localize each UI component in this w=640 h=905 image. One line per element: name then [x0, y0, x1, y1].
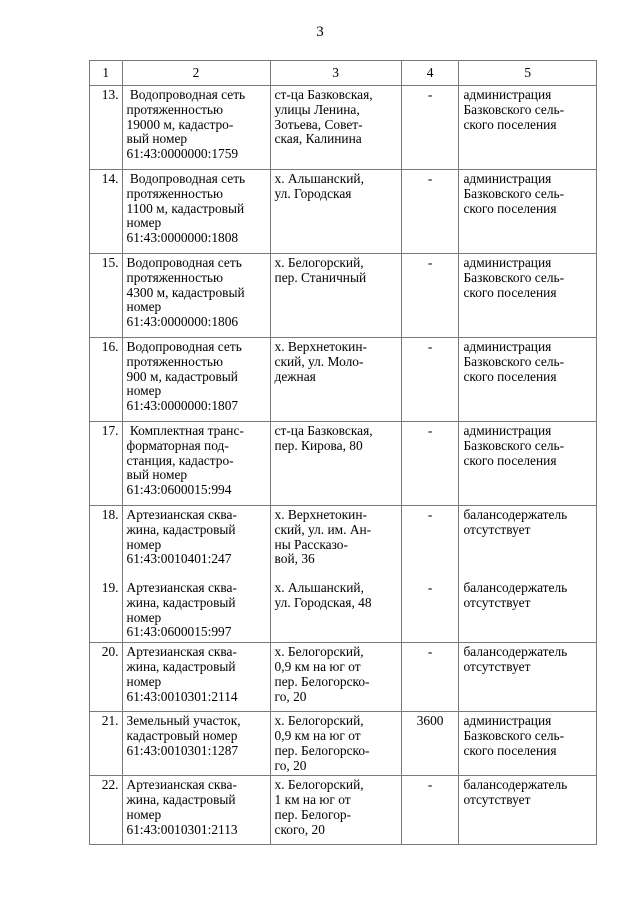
object-area: -: [401, 422, 459, 506]
object-area: -: [401, 506, 459, 579]
row-number: 18.: [90, 506, 123, 579]
object-address: х. Альшанский, ул. Городская: [270, 170, 401, 254]
row-number: 13.: [90, 86, 123, 170]
row-number: 16.: [90, 338, 123, 422]
object-name: Водопроводная сеть протяженностью 1100 м, кадастровый номер 61:43:0000000:1808: [122, 170, 270, 254]
object-holder: администрация Базковского сель- ского поселения: [459, 422, 597, 506]
object-address: х. Альшанский, ул. Городская, 48: [270, 579, 401, 643]
table-row: [90, 170, 597, 254]
object-holder: администрация Базковского сель- ского поселения: [459, 86, 597, 170]
object-area: -: [401, 643, 459, 712]
object-holder: администрация Базковского сель- ского поселения: [459, 254, 597, 338]
object-name: Артезианская сква- жина, кадастровый номер 61:43:0010401:247: [122, 506, 270, 579]
object-holder: администрация Базковского сель- ского поселения: [459, 338, 597, 422]
header-col-5: 5: [459, 61, 597, 86]
object-holder: балансодержатель отсутствует: [459, 579, 597, 643]
row-number: 20.: [90, 643, 123, 712]
row-number: 19.: [90, 579, 123, 643]
object-address: ст-ца Базковская, пер. Кирова, 80: [270, 422, 401, 506]
table-row: [90, 776, 597, 845]
object-area: -: [401, 86, 459, 170]
header-col-2: 2: [122, 61, 270, 86]
page-number: 3: [316, 24, 324, 40]
table-row: [90, 86, 597, 170]
table-row: [90, 579, 597, 643]
row-number: 22.: [90, 776, 123, 845]
header-col-1: 1: [90, 61, 123, 86]
object-name: Земельный участок, кадастровый номер 61:43:0010301:1287: [122, 712, 270, 776]
object-address: х. Верхнетокин- ский, ул. им. Ан- ны Рассказо- вой, 36: [270, 506, 401, 579]
object-name: Артезианская сква- жина, кадастровый номер 61:43:0600015:997: [122, 579, 270, 643]
object-area: -: [401, 170, 459, 254]
object-name: Артезианская сква- жина, кадастровый номер 61:43:0010301:2114: [122, 643, 270, 712]
object-name: Водопроводная сеть протяженностью 900 м, кадастровый номер 61:43:0000000:1807: [122, 338, 270, 422]
object-address: ст-ца Базковская, улицы Ленина, Зотьева, Совет- ская, Калинина: [270, 86, 401, 170]
object-area: -: [401, 776, 459, 845]
object-area: -: [401, 579, 459, 643]
object-address: х. Белогорский, 1 км на юг от пер. Белогор- ского, 20: [270, 776, 401, 845]
row-number: 15.: [90, 254, 123, 338]
object-area: -: [401, 338, 459, 422]
object-holder: администрация Базковского сель- ского поселения: [459, 170, 597, 254]
object-address: х. Верхнетокин- ский, ул. Моло- дежная: [270, 338, 401, 422]
object-holder: балансодержатель отсутствует: [459, 776, 597, 845]
row-number: 14.: [90, 170, 123, 254]
object-name: Водопроводная сеть протяженностью 19000 м, кадастро- вый номер 61:43:0000000:1759: [122, 86, 270, 170]
row-number: 17.: [90, 422, 123, 506]
object-address: х. Белогорский, пер. Станичный: [270, 254, 401, 338]
object-area: 3600: [401, 712, 459, 776]
table-row: [90, 712, 597, 776]
object-holder: администрация Базковского сель- ского поселения: [459, 712, 597, 776]
object-holder: балансодержатель отсутствует: [459, 643, 597, 712]
object-name: Артезианская сква- жина, кадастровый номер 61:43:0010301:2113: [122, 776, 270, 845]
header-col-3: 3: [270, 61, 401, 86]
property-table: [89, 60, 597, 845]
table-row: [90, 422, 597, 506]
object-holder: балансодержатель отсутствует: [459, 506, 597, 579]
row-number: 21.: [90, 712, 123, 776]
object-name: Комплектная транс- форматорная под- станция, кадастро- вый номер 61:43:0600015:994: [122, 422, 270, 506]
header-col-4: 4: [401, 61, 459, 86]
object-area: -: [401, 254, 459, 338]
object-name: Водопроводная сеть протяженностью 4300 м, кадастровый номер 61:43:0000000:1806: [122, 254, 270, 338]
object-address: х. Белогорский, 0,9 км на юг от пер. Белогорско- го, 20: [270, 643, 401, 712]
table-header-row: [90, 61, 597, 86]
table-row: [90, 643, 597, 712]
table-row: [90, 506, 597, 579]
table-row: [90, 254, 597, 338]
table-row: [90, 338, 597, 422]
object-address: х. Белогорский, 0,9 км на юг от пер. Белогорско- го, 20: [270, 712, 401, 776]
